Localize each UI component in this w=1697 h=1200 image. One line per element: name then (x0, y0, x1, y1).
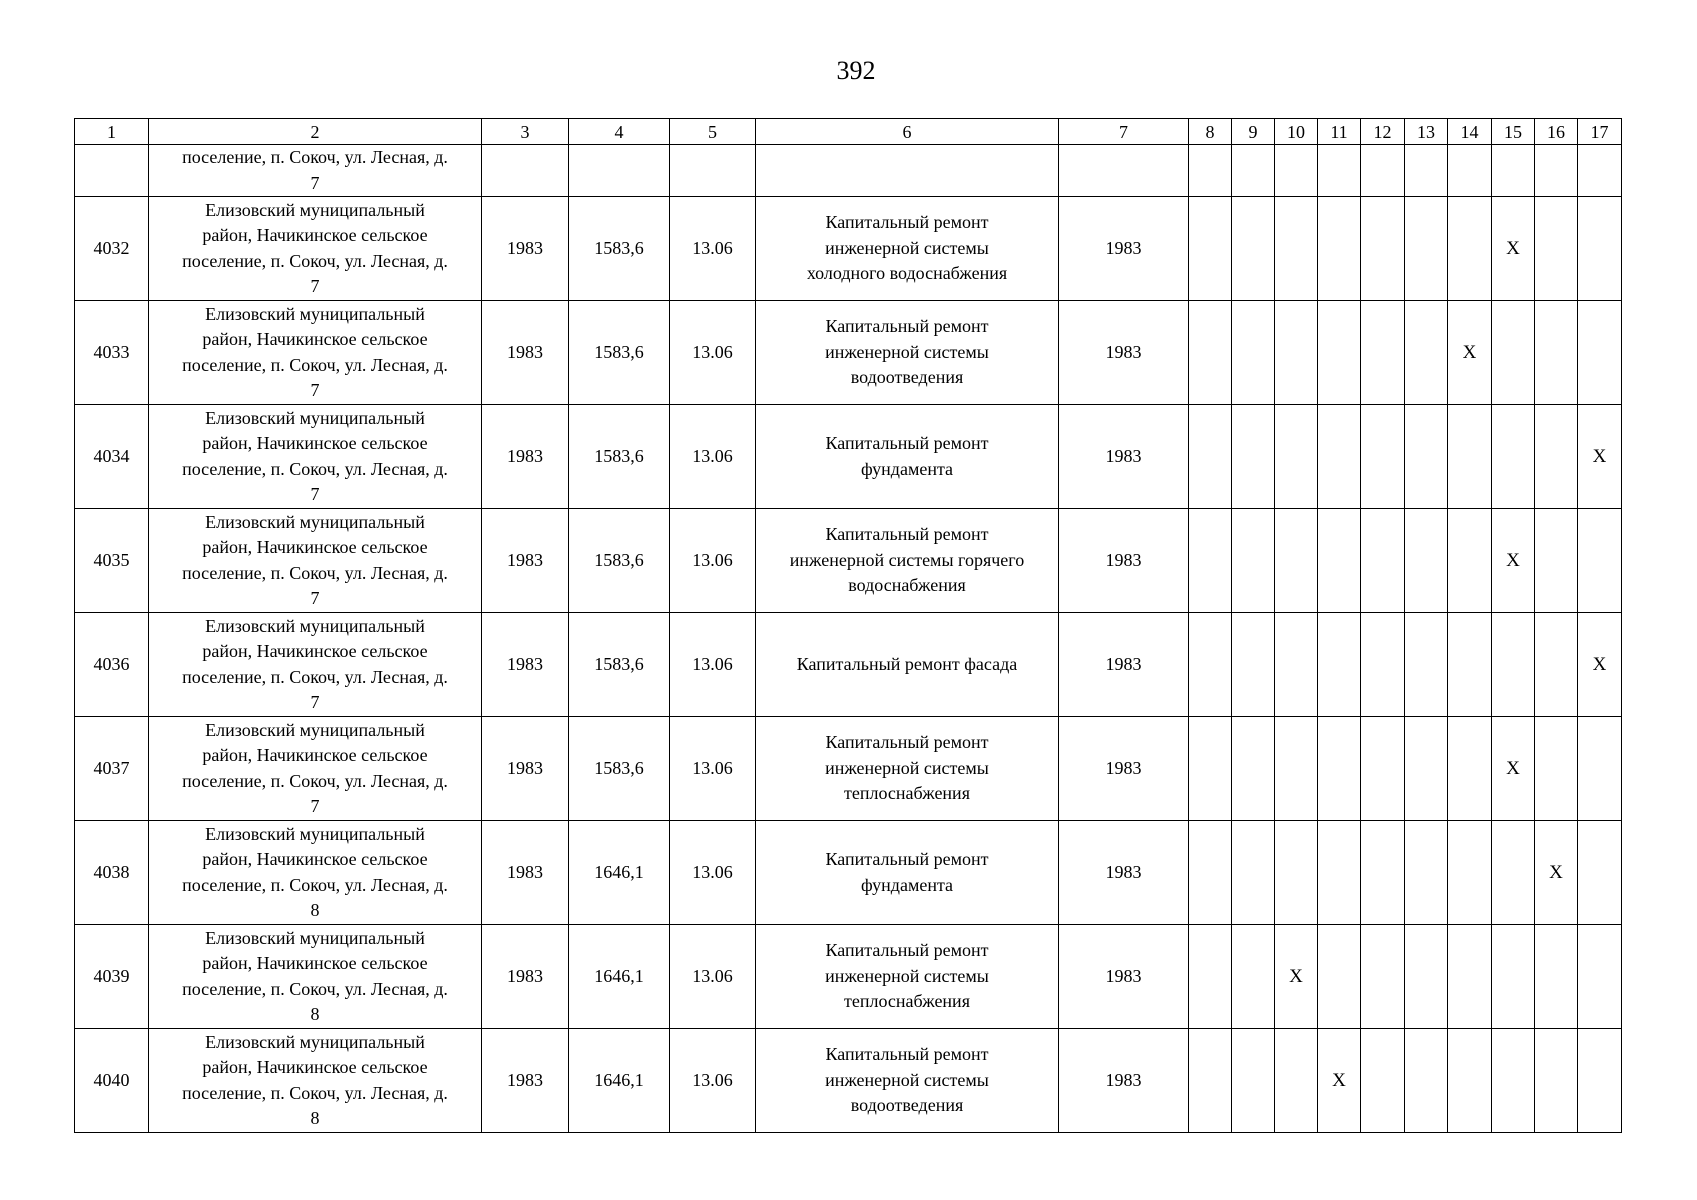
cell-year-built: 1983 (482, 197, 569, 301)
cell-id: 4035 (75, 509, 149, 613)
cell-mark-col-11 (1318, 509, 1361, 613)
column-header-4: 4 (569, 119, 670, 145)
cell-mark-col-12 (1361, 301, 1405, 405)
cell-mark-col-13 (1405, 717, 1448, 821)
cell-mark-col-14 (1448, 613, 1492, 717)
cell-mark-col-17 (1578, 925, 1622, 1029)
cell-empty (1448, 145, 1492, 197)
cell-mark-col-10 (1275, 613, 1318, 717)
cell-mark-col-10 (1275, 717, 1318, 821)
column-number-row (75, 119, 1622, 145)
cell-mark-col-17 (1578, 821, 1622, 925)
cell-mark-col-13 (1405, 1029, 1448, 1133)
cell-mark-col-16: X (1535, 821, 1578, 925)
cell-mark-col-9 (1232, 925, 1275, 1029)
cell-year: 1983 (1059, 509, 1189, 613)
cell-mark-col-8 (1189, 509, 1232, 613)
cell-year-built: 1983 (482, 405, 569, 509)
column-header-5: 5 (670, 119, 756, 145)
cell-mark-col-14 (1448, 717, 1492, 821)
cell-work-type: Капитальный ремонт инженерной системы теплоснабжения (756, 717, 1059, 821)
cell-mark-col-9 (1232, 1029, 1275, 1133)
cell-code: 13.06 (670, 613, 756, 717)
cell-mark-col-12 (1361, 821, 1405, 925)
cell-area: 1646,1 (569, 821, 670, 925)
cell-code: 13.06 (670, 1029, 756, 1133)
cell-mark-col-10 (1275, 1029, 1318, 1133)
cell-empty (1318, 145, 1361, 197)
cell-mark-col-17 (1578, 717, 1622, 821)
cell-mark-col-10 (1275, 197, 1318, 301)
cell-mark-col-12 (1361, 509, 1405, 613)
cell-mark-col-17 (1578, 1029, 1622, 1133)
cell-mark-col-14 (1448, 405, 1492, 509)
cell-mark-col-9 (1232, 197, 1275, 301)
cell-mark-col-12 (1361, 613, 1405, 717)
cell-mark-col-9 (1232, 509, 1275, 613)
column-header-7: 7 (1059, 119, 1189, 145)
cell-mark-col-14 (1448, 1029, 1492, 1133)
cell-mark-col-10 (1275, 301, 1318, 405)
cell-mark-col-17: X (1578, 613, 1622, 717)
cell-mark-col-16 (1535, 717, 1578, 821)
cell-mark-col-14: X (1448, 301, 1492, 405)
cell-mark-col-15: X (1492, 717, 1535, 821)
cell-code: 13.06 (670, 301, 756, 405)
cell-mark-col-10 (1275, 509, 1318, 613)
table-row (75, 509, 1622, 613)
cell-mark-col-13 (1405, 405, 1448, 509)
cell-mark-col-12 (1361, 1029, 1405, 1133)
cell-work-type: Капитальный ремонт фасада (756, 613, 1059, 717)
cell-mark-col-8 (1189, 301, 1232, 405)
cell-area: 1583,6 (569, 197, 670, 301)
cell-mark-col-16 (1535, 301, 1578, 405)
cell-work-type: Капитальный ремонт инженерной системы водоотведения (756, 1029, 1059, 1133)
cell-address: Елизовский муниципальный район, Начикинское сельское поселение, п. Сокоч, ул. Лесная, д. 7 (149, 717, 482, 821)
table-row (75, 925, 1622, 1029)
cell-mark-col-17 (1578, 301, 1622, 405)
cell-code: 13.06 (670, 717, 756, 821)
table-row (75, 1029, 1622, 1133)
column-header-15: 15 (1492, 119, 1535, 145)
cell-mark-col-15 (1492, 1029, 1535, 1133)
cell-year: 1983 (1059, 405, 1189, 509)
column-header-11: 11 (1318, 119, 1361, 145)
cell-address: Елизовский муниципальный район, Начикинское сельское поселение, п. Сокоч, ул. Лесная, д. 7 (149, 509, 482, 613)
cell-mark-col-14 (1448, 925, 1492, 1029)
table-body (75, 119, 1622, 1133)
table-row (75, 613, 1622, 717)
cell-mark-col-11 (1318, 717, 1361, 821)
cell-work-type: Капитальный ремонт инженерной системы холодного водоснабжения (756, 197, 1059, 301)
cell-work-type: Капитальный ремонт фундамента (756, 405, 1059, 509)
cell-area: 1646,1 (569, 925, 670, 1029)
cell-id: 4036 (75, 613, 149, 717)
cell-mark-col-11 (1318, 197, 1361, 301)
cell-mark-col-11 (1318, 301, 1361, 405)
cell-mark-col-8 (1189, 197, 1232, 301)
cell-mark-col-15: X (1492, 197, 1535, 301)
cell-empty (1361, 145, 1405, 197)
cell-year-built: 1983 (482, 301, 569, 405)
cell-mark-col-8 (1189, 1029, 1232, 1133)
cell-address: поселение, п. Сокоч, ул. Лесная, д. 7 (149, 145, 482, 197)
cell-year-built: 1983 (482, 1029, 569, 1133)
cell-id: 4038 (75, 821, 149, 925)
repair-plan-table (74, 118, 1622, 1133)
cell-year: 1983 (1059, 301, 1189, 405)
cell-code: 13.06 (670, 197, 756, 301)
cell-mark-col-8 (1189, 925, 1232, 1029)
cell-mark-col-8 (1189, 717, 1232, 821)
cell-id (75, 145, 149, 197)
cell-empty (670, 145, 756, 197)
page-number: 392 (836, 56, 876, 85)
cell-work-type: Капитальный ремонт инженерной системы горячего водоснабжения (756, 509, 1059, 613)
cell-address: Елизовский муниципальный район, Начикинское сельское поселение, п. Сокоч, ул. Лесная, д. 8 (149, 925, 482, 1029)
cell-address: Елизовский муниципальный район, Начикинское сельское поселение, п. Сокоч, ул. Лесная, д. 7 (149, 405, 482, 509)
cell-year-built: 1983 (482, 821, 569, 925)
cell-empty (482, 145, 569, 197)
cell-mark-col-10 (1275, 821, 1318, 925)
cell-year-built: 1983 (482, 509, 569, 613)
cell-area: 1583,6 (569, 405, 670, 509)
column-header-2: 2 (149, 119, 482, 145)
cell-code: 13.06 (670, 925, 756, 1029)
cell-id: 4039 (75, 925, 149, 1029)
cell-year: 1983 (1059, 821, 1189, 925)
cell-mark-col-13 (1405, 925, 1448, 1029)
column-header-17: 17 (1578, 119, 1622, 145)
cell-mark-col-11 (1318, 613, 1361, 717)
continuation-row (75, 145, 1622, 197)
cell-mark-col-9 (1232, 821, 1275, 925)
cell-mark-col-9 (1232, 301, 1275, 405)
column-header-16: 16 (1535, 119, 1578, 145)
cell-mark-col-17 (1578, 509, 1622, 613)
cell-work-type: Капитальный ремонт инженерной системы теплоснабжения (756, 925, 1059, 1029)
cell-empty (1535, 145, 1578, 197)
cell-mark-col-16 (1535, 405, 1578, 509)
cell-year: 1983 (1059, 717, 1189, 821)
table-row (75, 197, 1622, 301)
cell-mark-col-13 (1405, 509, 1448, 613)
cell-mark-col-10: X (1275, 925, 1318, 1029)
cell-address: Елизовский муниципальный район, Начикинское сельское поселение, п. Сокоч, ул. Лесная, д. 8 (149, 821, 482, 925)
cell-empty (756, 145, 1059, 197)
cell-id: 4037 (75, 717, 149, 821)
cell-mark-col-8 (1189, 821, 1232, 925)
cell-empty (1189, 145, 1232, 197)
cell-mark-col-17 (1578, 197, 1622, 301)
cell-area: 1583,6 (569, 613, 670, 717)
cell-empty (1059, 145, 1189, 197)
column-header-3: 3 (482, 119, 569, 145)
cell-mark-col-15 (1492, 405, 1535, 509)
cell-mark-col-16 (1535, 509, 1578, 613)
cell-mark-col-10 (1275, 405, 1318, 509)
column-header-6: 6 (756, 119, 1059, 145)
cell-year-built: 1983 (482, 613, 569, 717)
column-header-13: 13 (1405, 119, 1448, 145)
cell-year: 1983 (1059, 925, 1189, 1029)
table-row (75, 301, 1622, 405)
cell-mark-col-8 (1189, 613, 1232, 717)
cell-year: 1983 (1059, 197, 1189, 301)
cell-mark-col-16 (1535, 613, 1578, 717)
cell-mark-col-14 (1448, 509, 1492, 613)
table-row (75, 405, 1622, 509)
cell-empty (1578, 145, 1622, 197)
table-row (75, 717, 1622, 821)
column-header-9: 9 (1232, 119, 1275, 145)
cell-address: Елизовский муниципальный район, Начикинское сельское поселение, п. Сокоч, ул. Лесная, д. 7 (149, 197, 482, 301)
cell-id: 4033 (75, 301, 149, 405)
cell-mark-col-8 (1189, 405, 1232, 509)
column-header-8: 8 (1189, 119, 1232, 145)
table-row (75, 821, 1622, 925)
cell-mark-col-12 (1361, 197, 1405, 301)
cell-work-type: Капитальный ремонт инженерной системы водоотведения (756, 301, 1059, 405)
cell-mark-col-13 (1405, 613, 1448, 717)
cell-year-built: 1983 (482, 925, 569, 1029)
cell-year: 1983 (1059, 1029, 1189, 1133)
cell-mark-col-13 (1405, 301, 1448, 405)
cell-mark-col-15 (1492, 821, 1535, 925)
cell-mark-col-14 (1448, 821, 1492, 925)
cell-mark-col-16 (1535, 925, 1578, 1029)
cell-mark-col-16 (1535, 1029, 1578, 1133)
cell-empty (569, 145, 670, 197)
cell-mark-col-11: X (1318, 1029, 1361, 1133)
cell-empty (1232, 145, 1275, 197)
cell-code: 13.06 (670, 821, 756, 925)
column-header-12: 12 (1361, 119, 1405, 145)
cell-mark-col-15 (1492, 613, 1535, 717)
cell-area: 1583,6 (569, 301, 670, 405)
cell-mark-col-12 (1361, 405, 1405, 509)
column-header-14: 14 (1448, 119, 1492, 145)
column-header-1: 1 (75, 119, 149, 145)
cell-address: Елизовский муниципальный район, Начикинское сельское поселение, п. Сокоч, ул. Лесная, д. 8 (149, 1029, 482, 1133)
cell-mark-col-15: X (1492, 509, 1535, 613)
cell-id: 4034 (75, 405, 149, 509)
cell-mark-col-13 (1405, 821, 1448, 925)
cell-mark-col-15 (1492, 301, 1535, 405)
cell-area: 1583,6 (569, 509, 670, 613)
cell-mark-col-11 (1318, 925, 1361, 1029)
cell-mark-col-13 (1405, 197, 1448, 301)
cell-work-type: Капитальный ремонт фундамента (756, 821, 1059, 925)
cell-mark-col-15 (1492, 925, 1535, 1029)
cell-id: 4040 (75, 1029, 149, 1133)
cell-address: Елизовский муниципальный район, Начикинское сельское поселение, п. Сокоч, ул. Лесная, д. 7 (149, 613, 482, 717)
cell-mark-col-9 (1232, 717, 1275, 821)
cell-id: 4032 (75, 197, 149, 301)
cell-mark-col-11 (1318, 821, 1361, 925)
cell-mark-col-9 (1232, 405, 1275, 509)
cell-mark-col-12 (1361, 717, 1405, 821)
cell-mark-col-9 (1232, 613, 1275, 717)
column-header-10: 10 (1275, 119, 1318, 145)
cell-empty (1492, 145, 1535, 197)
cell-code: 13.06 (670, 405, 756, 509)
cell-address: Елизовский муниципальный район, Начикинское сельское поселение, п. Сокоч, ул. Лесная, д. 7 (149, 301, 482, 405)
cell-mark-col-17: X (1578, 405, 1622, 509)
cell-area: 1646,1 (569, 1029, 670, 1133)
cell-year-built: 1983 (482, 717, 569, 821)
cell-mark-col-11 (1318, 405, 1361, 509)
cell-mark-col-16 (1535, 197, 1578, 301)
cell-empty (1275, 145, 1318, 197)
cell-area: 1583,6 (569, 717, 670, 821)
cell-empty (1405, 145, 1448, 197)
cell-mark-col-14 (1448, 197, 1492, 301)
cell-year: 1983 (1059, 613, 1189, 717)
cell-mark-col-12 (1361, 925, 1405, 1029)
cell-code: 13.06 (670, 509, 756, 613)
